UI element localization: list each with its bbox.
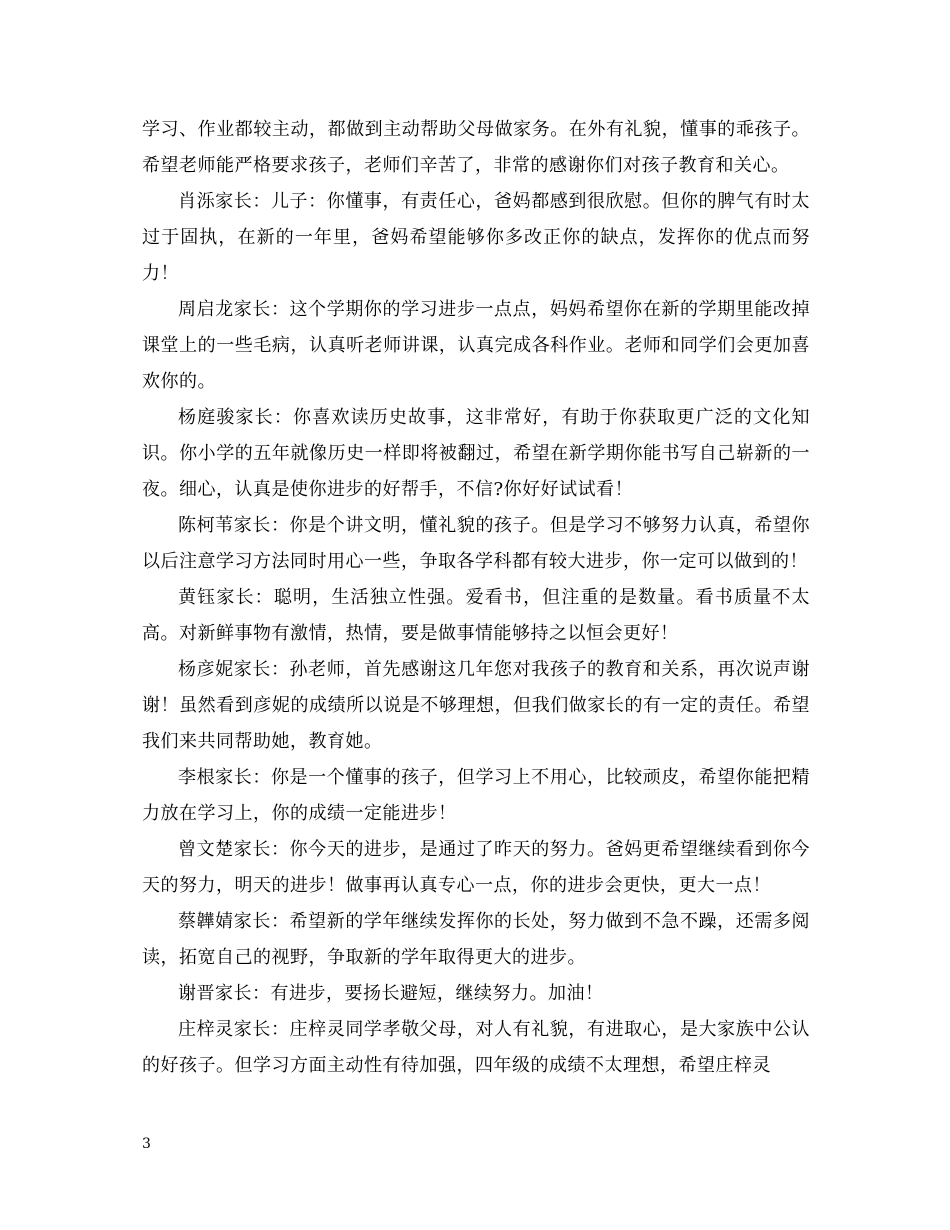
paragraph: 庄梓灵家长：庄梓灵同学孝敬父母，对人有礼貌，有进取心，是大家族中公认的好孩子。但学习方面主动性有待加强，四年级的成绩不太理想，希望庄梓灵 xyxy=(142,1019,810,1076)
paragraph: 李根家长：你是一个懂事的孩子，但学习上不用心，比较顽皮，希望你能把精力放在学习上，你的成绩一定能进步！ xyxy=(142,767,810,824)
paragraph: 黄钰家长：聪明，生活独立性强。爱看书，但注重的是数量。看书质量不太高。对新鲜事物有激情，热情，要是做事情能够持之以恒会更好！ xyxy=(142,587,810,644)
paragraph: 谢晋家长：有进步，要扬长避短，继续努力。加油！ xyxy=(178,983,604,1004)
paragraph: 学习、作业都较主动，都做到主动帮助父母做家务。在外有礼貌，懂事的乖孩子。希望老师能严格要求孩子，老师们辛苦了，非常的感谢你们对孩子教育和关心。 xyxy=(142,119,810,176)
paragraph: 蔡韡婧家长：希望新的学年继续发挥你的长处，努力做到不急不躁，还需多阅读，拓宽自己的视野，争取新的学年取得更大的进步。 xyxy=(142,911,810,968)
paragraph: 周启龙家长：这个学期你的学习进步一点点，妈妈希望你在新的学期里能改掉课堂上的一些毛病，认真听老师讲课，认真完成各科作业。老师和同学们会更加喜欢你的。 xyxy=(142,299,810,392)
paragraph: 杨彦妮家长：孙老师，首先感谢这几年您对我孩子的教育和关系，再次说声谢谢！虽然看到彦妮的成绩所以说是不够理想，但我们做家长的有一定的责任。希望我们来共同帮助她，教育她。 xyxy=(142,659,810,752)
paragraph: 曾文楚家长：你今天的进步，是通过了昨天的努力。爸妈更希望继续看到你今天的努力，明天的进步！做事再认真专心一点，你的进步会更快，更大一点！ xyxy=(142,839,810,896)
paragraph: 杨庭骏家长：你喜欢读历史故事，这非常好，有助于你获取更广泛的文化知识。你小学的五年就像历史一样即将被翻过，希望在新学期你能书写自己崭新的一夜。细心，认真是使你进步的好帮手，不信?你好好试试看！ xyxy=(142,407,810,500)
document-body xyxy=(142,112,810,1084)
paragraph: 肖泺家长：儿子：你懂事，有责任心，爸妈都感到很欣慰。但你的脾气有时太过于固执，在新的一年里，爸妈希望能够你多改正你的缺点，发挥你的优点而努力！ xyxy=(142,191,810,284)
page-number: 3 xyxy=(142,1136,151,1152)
paragraph: 陈柯苇家长：你是个讲文明，懂礼貌的孩子。但是学习不够努力认真，希望你以后注意学习方法同时用心一些，争取各学科都有较大进步，你一定可以做到的！ xyxy=(142,515,810,572)
